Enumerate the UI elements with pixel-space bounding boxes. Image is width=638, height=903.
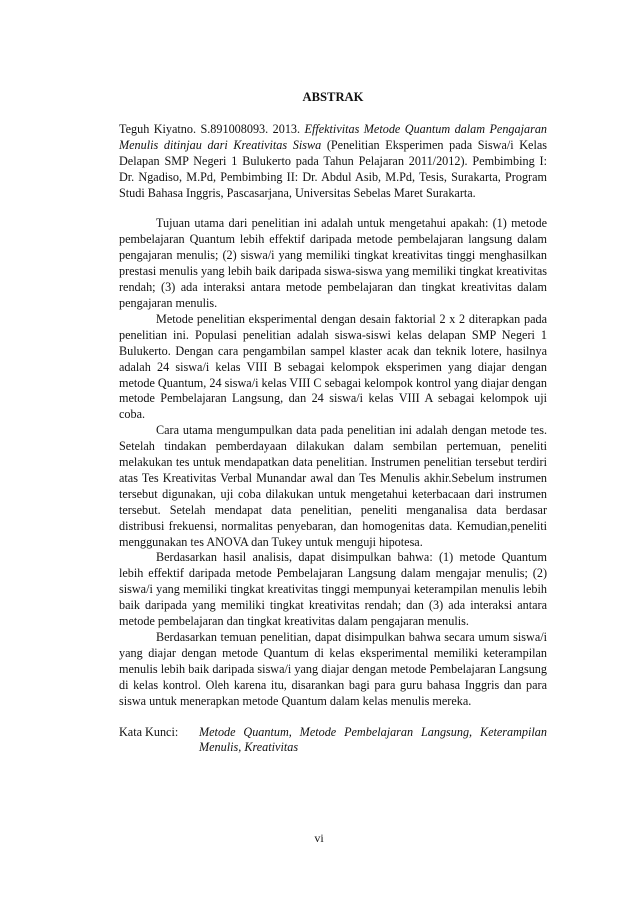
abstract-body [119,90,547,756]
paragraph-objectives: Tujuan utama dari penelitian ini adalah untuk mengetahui apakah: (1) metode pembelajaran Quantum lebih effektif daripada metode pembelajaran langsung dalam pengajaran menulis; (2) siswa/i yang memiliki tingkat kreativitas tinggi menghasilkan prestasi menulis yang lebih baik daripada siswa-siswa yang memiliki tingkat kreativitas rendah; (3) ada interaksi antara metode pembelajaran dan tingkat kreativitas dalam pengajaran menulis. [119,216,547,310]
citation [119,122,547,202]
paragraph-conclusion: Berdasarkan temuan penelitian, dapat disimpulkan bahwa secara umum siswa/i yang diajar dengan metode Quantum di kelas eksperimental memiliki keterampilan menulis lebih baik daripada siswa/i yang diajar dengan metode Pembelajaran Langsung di kelas kontrol. Oleh karena itu, disarankan bagi para guru bahasa Inggris dan para siswa untuk menerapkan metode Quantum dalam kelas menulis mereka. [119,630,547,708]
keywords-value: Metode Quantum, Metode Pembelajaran Langsung, Keterampilan Menulis, Kreativitas [199,724,547,755]
page-number: vi [314,831,324,845]
citation-authors: Teguh Kiyatno. S.891008093. 2013. [119,121,301,136]
paragraph-method: Metode penelitian eksperimental dengan desain faktorial 2 x 2 diterapkan pada penelitian ini. Populasi penelitian adalah siswa-siswi kelas delapan SMP Negeri 1 Bulukerto. Dengan cara pengambilan sampel klaster acak dan teknik lotere, hasilnya adalah 24 siswa/i kelas VIII B sebagai kelompok eksperimen yang diajar dengan metode Quantum, 24 siswa/i kelas VIII C sebagai kelompok kontrol yang diajar dengan metode Pembelajaran Langsung, dan 24 siswa/i kelas VIII A sebagai kelompok uji coba. [119,311,547,422]
paragraph-results: Berdasarkan hasil analisis, dapat disimpulkan bahwa: (1) metode Quantum lebih effektif daripada metode Pembelajaran Langsung dalam mengajar menulis; (2) siswa/i yang memiliki tingkat kreativitas tinggi mempunyai keterampilan menulis lebih baik daripada yang memiliki tingkat kreativitas rendah; dan (3) ada interaksi antara metode pembelajaran dan tingkat kreativitas dalam pengajaran menulis. [119,550,547,629]
keywords [119,725,547,757]
citation-title: Effektivitas Metode Quantum dalam Pengajaran Menulis ditinjau dari Kreativitas Siswa [119,121,548,152]
paragraph-data-collection: Cara utama mengumpulkan data pada penelitian ini adalah dengan metode tes. Setelah tindakan pemberdayaan dilakukan dalam sembilan pertemuan, peneliti melakukan tes untuk mendapatkan data penelitian. Instrumen penelitian tersebut terdiri atas Tes Kreativitas Verbal Munandar awal dan Tes Menulis akhir.Sebelum instrumen tersebut digunakan, uji coba dilakukan untuk mengetahui keterbacaan dari instrumen tersebut. Setelah mendapat data penelitian, peneliti menganalisa data berdasar distribusi frekuensi, normalitas penyebaran, dan homogenitas data. Kemudian,peneliti menggunakan tes ANOVA dan Tukey untuk menguji hipotesa. [119,423,547,549]
page-title: ABSTRAK [302,90,364,104]
keywords-label: Kata Kunci: [119,724,179,739]
citation-details: (Penelitian Eksperimen pada Siswa/i Kelas Delapan SMP Negeri 1 Bulukerto pada Tahun Pelajaran 2011/2012). Pembimbing I: Dr. Ngadiso, M.Pd, Pembimbing II: Dr. Abdul Asib, M.Pd, Tesis, Surakarta, Program Studi Bahasa Inggris, Pascasarjana, Universitas Sebelas Maret Surakarta. [119,137,548,200]
